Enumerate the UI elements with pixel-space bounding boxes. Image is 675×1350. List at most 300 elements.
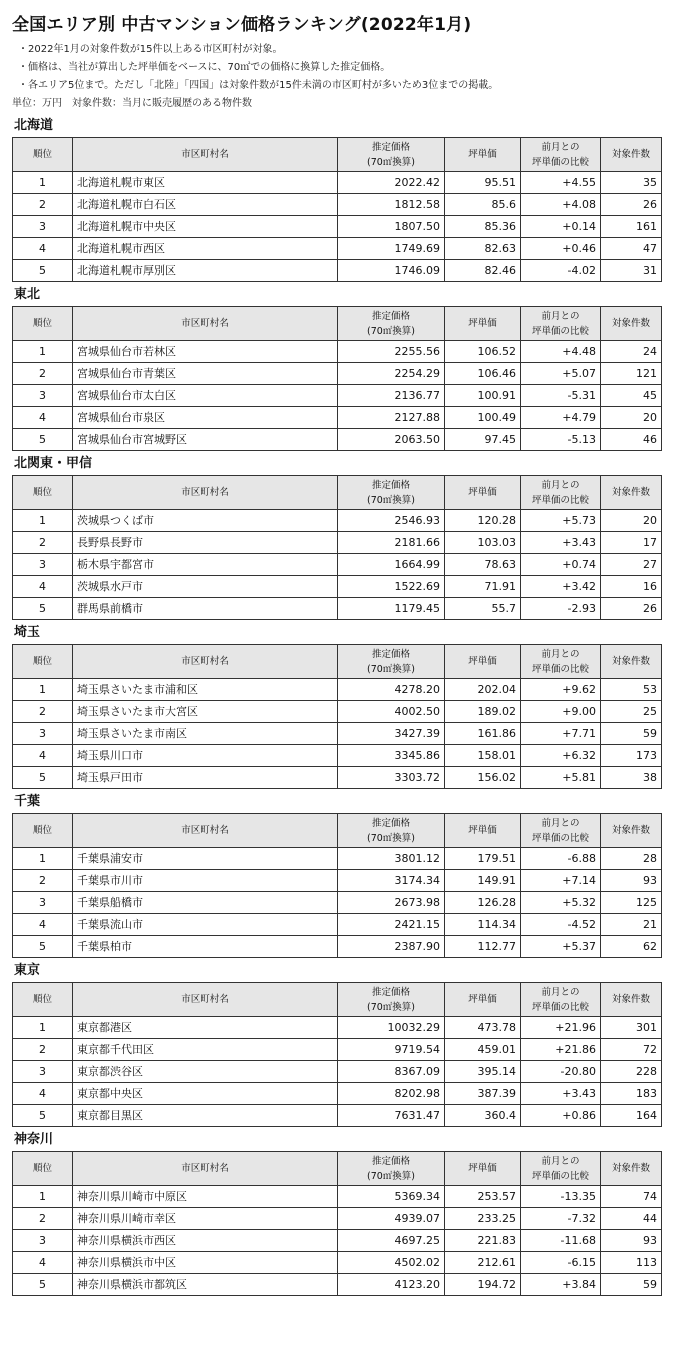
tsubo-cell: 82.63 [445,238,521,260]
header-count [601,1152,662,1186]
name-cell: 北海道札幌市西区 [73,238,338,260]
count-cell: 35 [601,172,662,194]
price-cell: 4502.02 [338,1252,445,1274]
count-cell: 93 [601,870,662,892]
count-cell: 24 [601,341,662,363]
page-title: 全国エリア別 中古マンション価格ランキング(2022年1月) [12,15,472,35]
count-cell: 17 [601,532,662,554]
tsubo-cell: 126.28 [445,892,521,914]
price-cell: 4123.20 [338,1274,445,1296]
header-tsubo-text: 坪単価 [468,656,497,667]
price-cell: 10032.29 [338,1017,445,1039]
header-name-text: 市区町村名 [181,487,229,498]
name-cell: 埼玉県川口市 [73,745,338,767]
price-cell: 7631.47 [338,1105,445,1127]
table-row [13,172,662,194]
rank-cell: 5 [13,429,73,451]
tsubo-cell: 156.02 [445,767,521,789]
tsubo-cell: 387.39 [445,1083,521,1105]
table-row [13,385,662,407]
name-cell: 群馬県前橋市 [73,598,338,620]
name-cell: 東京都千代田区 [73,1039,338,1061]
count-cell: 59 [601,723,662,745]
header-count-text: 対象件数 [611,318,650,329]
change-cell: +7.14 [521,870,601,892]
table-row [13,1083,662,1105]
note-line: ・2022年1月の対象件数が15件以上ある市区町村が対象。 [18,44,283,55]
change-cell: +0.74 [521,554,601,576]
header-count [601,476,662,510]
tsubo-cell: 112.77 [445,936,521,958]
rank-cell: 5 [13,1274,73,1296]
name-cell: 千葉県柏市 [73,936,338,958]
header-price-text: 推定価格 [371,1155,410,1167]
rank-cell: 5 [13,260,73,282]
count-cell: 72 [601,1039,662,1061]
tsubo-cell: 473.78 [445,1017,521,1039]
price-cell: 2181.66 [338,532,445,554]
ranking-table [12,306,662,451]
header-count-text: 対象件数 [611,487,650,498]
tsubo-cell: 100.91 [445,385,521,407]
tsubo-cell: 161.86 [445,723,521,745]
tsubo-cell: 194.72 [445,1274,521,1296]
count-cell: 20 [601,510,662,532]
header-price [338,645,445,679]
change-cell: +7.71 [521,723,601,745]
price-cell: 4002.50 [338,701,445,723]
change-cell: +3.42 [521,576,601,598]
tsubo-cell: 179.51 [445,848,521,870]
rank-cell: 1 [13,1017,73,1039]
change-cell: +4.48 [521,341,601,363]
price-cell: 3174.34 [338,870,445,892]
tsubo-cell: 459.01 [445,1039,521,1061]
price-cell: 1179.45 [338,598,445,620]
ranking-table [12,644,662,789]
header-price-text: 推定価格 [371,479,410,491]
price-cell: 1812.58 [338,194,445,216]
count-cell: 28 [601,848,662,870]
change-cell: -6.15 [521,1252,601,1274]
header-tsubo [445,983,521,1017]
change-cell: +0.14 [521,216,601,238]
tsubo-cell: 71.91 [445,576,521,598]
header-count-text: 対象件数 [611,149,650,160]
header-name-text: 市区町村名 [181,994,229,1005]
header-rank [13,645,73,679]
count-cell: 47 [601,238,662,260]
tsubo-cell: 149.91 [445,870,521,892]
header-change [521,983,601,1017]
table-row [13,1061,662,1083]
header-name [73,983,338,1017]
table-row [13,1186,662,1208]
table-row [13,892,662,914]
header-change-text: 前月との [541,310,580,322]
tsubo-cell: 106.46 [445,363,521,385]
header-change [521,1152,601,1186]
price-cell: 9719.54 [338,1039,445,1061]
count-cell: 45 [601,385,662,407]
header-rank [13,476,73,510]
header-rank-text: 順位 [32,656,52,667]
header-tsubo [445,138,521,172]
name-cell: 東京都港区 [73,1017,338,1039]
count-cell: 26 [601,194,662,216]
count-cell: 74 [601,1186,662,1208]
change-cell: +3.43 [521,532,601,554]
header-price-text: (70㎡換算) [366,156,415,168]
price-cell: 4939.07 [338,1208,445,1230]
tsubo-cell: 55.7 [445,598,521,620]
header-tsubo-text: 坪単価 [468,318,497,329]
header-change-text: 前月との [541,648,580,660]
change-cell: +5.07 [521,363,601,385]
change-cell: -5.13 [521,429,601,451]
header-price-text: (70㎡換算) [366,325,415,337]
rank-cell: 3 [13,385,73,407]
rank-cell: 2 [13,532,73,554]
table-row [13,194,662,216]
name-cell: 東京都渋谷区 [73,1061,338,1083]
rank-cell: 3 [13,554,73,576]
table-row [13,260,662,282]
change-cell: +4.79 [521,407,601,429]
change-cell: +5.37 [521,936,601,958]
rank-cell: 4 [13,1083,73,1105]
header-tsubo-text: 坪単価 [468,825,497,836]
table-row [13,1274,662,1296]
table-header-row [13,138,662,172]
rank-cell: 4 [13,238,73,260]
count-cell: 183 [601,1083,662,1105]
table-row [13,510,662,532]
table-header-row [13,307,662,341]
name-cell: 神奈川県川崎市幸区 [73,1208,338,1230]
tsubo-cell: 395.14 [445,1061,521,1083]
change-cell: -20.80 [521,1061,601,1083]
name-cell: 埼玉県さいたま市浦和区 [73,679,338,701]
header-price [338,476,445,510]
header-count [601,983,662,1017]
name-cell: 宮城県仙台市青葉区 [73,363,338,385]
table-header-row [13,1152,662,1186]
price-cell: 2387.90 [338,936,445,958]
price-cell: 2673.98 [338,892,445,914]
ranking-table [12,475,662,620]
rank-cell: 4 [13,1252,73,1274]
header-price-text: (70㎡換算) [366,1001,415,1013]
header-change-text: 坪単価の比較 [531,1170,589,1182]
section-title: 北海道 [14,118,54,133]
header-price [338,983,445,1017]
change-cell: -4.52 [521,914,601,936]
header-name [73,1152,338,1186]
count-cell: 301 [601,1017,662,1039]
tsubo-cell: 85.6 [445,194,521,216]
header-change [521,814,601,848]
price-cell: 1746.09 [338,260,445,282]
tsubo-cell: 103.03 [445,532,521,554]
rank-cell: 4 [13,914,73,936]
header-change [521,307,601,341]
name-cell: 千葉県流山市 [73,914,338,936]
change-cell: +5.73 [521,510,601,532]
price-cell: 2254.29 [338,363,445,385]
count-cell: 59 [601,1274,662,1296]
header-price-text: 推定価格 [371,648,410,660]
rank-cell: 5 [13,1105,73,1127]
header-change-text: 坪単価の比較 [531,494,589,506]
header-tsubo-text: 坪単価 [468,149,497,160]
table-row [13,745,662,767]
table-row [13,598,662,620]
price-cell: 2022.42 [338,172,445,194]
name-cell: 埼玉県戸田市 [73,767,338,789]
header-tsubo [445,1152,521,1186]
count-cell: 31 [601,260,662,282]
rank-cell: 3 [13,723,73,745]
header-change-text: 坪単価の比較 [531,325,589,337]
name-cell: 埼玉県さいたま市南区 [73,723,338,745]
table-row [13,429,662,451]
tsubo-cell: 233.25 [445,1208,521,1230]
price-cell: 3801.12 [338,848,445,870]
price-cell: 8367.09 [338,1061,445,1083]
change-cell: +9.00 [521,701,601,723]
header-count [601,814,662,848]
count-cell: 62 [601,936,662,958]
price-cell: 1807.50 [338,216,445,238]
rank-cell: 3 [13,1230,73,1252]
count-cell: 173 [601,745,662,767]
header-price-text: (70㎡換算) [366,494,415,506]
header-rank [13,307,73,341]
price-cell: 2546.93 [338,510,445,532]
header-name [73,645,338,679]
header-price [338,814,445,848]
header-rank-text: 順位 [32,487,52,498]
rank-cell: 2 [13,1208,73,1230]
header-tsubo-text: 坪単価 [468,994,497,1005]
unit-note: 単位：万円 対象件数：当月に販売履歴のある物件数 [12,98,252,109]
section-title: 埼玉 [14,625,41,640]
section-title: 東北 [14,287,41,302]
table-row [13,1208,662,1230]
price-cell: 5369.34 [338,1186,445,1208]
change-cell: -13.35 [521,1186,601,1208]
rank-cell: 3 [13,1061,73,1083]
table-header-row [13,983,662,1017]
header-count [601,307,662,341]
change-cell: -7.32 [521,1208,601,1230]
header-name-text: 市区町村名 [181,149,229,160]
header-name-text: 市区町村名 [181,1163,229,1174]
name-cell: 神奈川県川崎市中原区 [73,1186,338,1208]
section-title: 千葉 [14,794,41,809]
count-cell: 46 [601,429,662,451]
tsubo-cell: 360.4 [445,1105,521,1127]
count-cell: 113 [601,1252,662,1274]
note-line: ・価格は、当社が算出した坪単価をベースに、70㎡での価格に換算した推定価格。 [18,62,391,73]
tsubo-cell: 212.61 [445,1252,521,1274]
name-cell: 神奈川県横浜市中区 [73,1252,338,1274]
price-cell: 1522.69 [338,576,445,598]
change-cell: -4.02 [521,260,601,282]
table-row [13,870,662,892]
ranking-sections [12,117,663,1296]
header-price [338,307,445,341]
name-cell: 長野県長野市 [73,532,338,554]
header-tsubo [445,476,521,510]
table-header-row [13,814,662,848]
table-row [13,848,662,870]
header-change-text: 坪単価の比較 [531,663,589,675]
count-cell: 93 [601,1230,662,1252]
name-cell: 北海道札幌市中央区 [73,216,338,238]
count-cell: 228 [601,1061,662,1083]
tsubo-cell: 114.34 [445,914,521,936]
count-cell: 161 [601,216,662,238]
tsubo-cell: 100.49 [445,407,521,429]
header-price-text: 推定価格 [371,986,410,998]
header-rank-text: 順位 [32,149,52,160]
table-row [13,216,662,238]
table-row [13,532,662,554]
header-price-text: (70㎡換算) [366,832,415,844]
tsubo-cell: 82.46 [445,260,521,282]
section-title: 神奈川 [14,1132,54,1147]
rank-cell: 1 [13,848,73,870]
header-rank [13,1152,73,1186]
name-cell: 宮城県仙台市宮城野区 [73,429,338,451]
count-cell: 20 [601,407,662,429]
name-cell: 宮城県仙台市太白区 [73,385,338,407]
price-cell: 8202.98 [338,1083,445,1105]
table-row [13,1252,662,1274]
count-cell: 27 [601,554,662,576]
header-price [338,138,445,172]
table-row [13,914,662,936]
price-cell: 4697.25 [338,1230,445,1252]
change-cell: +5.81 [521,767,601,789]
header-rank [13,138,73,172]
rank-cell: 1 [13,1186,73,1208]
rank-cell: 4 [13,407,73,429]
rank-cell: 2 [13,363,73,385]
header-change-text: 前月との [541,479,580,491]
count-cell: 21 [601,914,662,936]
price-cell: 3427.39 [338,723,445,745]
rank-cell: 4 [13,745,73,767]
change-cell: -5.31 [521,385,601,407]
header-rank [13,814,73,848]
name-cell: 北海道札幌市厚別区 [73,260,338,282]
tsubo-cell: 158.01 [445,745,521,767]
header-name [73,814,338,848]
table-row [13,679,662,701]
change-cell: -6.88 [521,848,601,870]
name-cell: 北海道札幌市白石区 [73,194,338,216]
header-change-text: 前月との [541,817,580,829]
change-cell: +5.32 [521,892,601,914]
header-count-text: 対象件数 [611,825,650,836]
header-tsubo-text: 坪単価 [468,1163,497,1174]
count-cell: 125 [601,892,662,914]
change-cell: +6.32 [521,745,601,767]
count-cell: 121 [601,363,662,385]
table-row [13,1039,662,1061]
header-rank-text: 順位 [32,825,52,836]
price-cell: 1664.99 [338,554,445,576]
tsubo-cell: 85.36 [445,216,521,238]
rank-cell: 2 [13,701,73,723]
count-cell: 16 [601,576,662,598]
ranking-table [12,137,662,282]
section-title: 北関東・甲信 [14,456,93,471]
tsubo-cell: 95.51 [445,172,521,194]
header-tsubo-text: 坪単価 [468,487,497,498]
price-cell: 2127.88 [338,407,445,429]
rank-cell: 1 [13,510,73,532]
price-cell: 3303.72 [338,767,445,789]
tsubo-cell: 120.28 [445,510,521,532]
name-cell: 茨城県水戸市 [73,576,338,598]
count-cell: 26 [601,598,662,620]
header-count-text: 対象件数 [611,994,650,1005]
header-change [521,476,601,510]
header-name [73,307,338,341]
header-count-text: 対象件数 [611,1163,650,1174]
header-price-text: 推定価格 [371,817,410,829]
table-row [13,1105,662,1127]
header-change [521,645,601,679]
tsubo-cell: 189.02 [445,701,521,723]
change-cell: +21.96 [521,1017,601,1039]
rank-cell: 1 [13,679,73,701]
name-cell: 埼玉県さいたま市大宮区 [73,701,338,723]
table-row [13,341,662,363]
header-change-text: 坪単価の比較 [531,156,589,168]
header-name [73,138,338,172]
tsubo-cell: 97.45 [445,429,521,451]
table-header-row [13,645,662,679]
change-cell: -11.68 [521,1230,601,1252]
count-cell: 164 [601,1105,662,1127]
header-change-text: 前月との [541,1155,580,1167]
header-tsubo [445,645,521,679]
rank-cell: 2 [13,1039,73,1061]
change-cell: +0.46 [521,238,601,260]
count-cell: 53 [601,679,662,701]
table-row [13,701,662,723]
change-cell: -2.93 [521,598,601,620]
rank-cell: 2 [13,194,73,216]
name-cell: 神奈川県横浜市西区 [73,1230,338,1252]
table-row [13,238,662,260]
price-cell: 2255.56 [338,341,445,363]
name-cell: 宮城県仙台市泉区 [73,407,338,429]
rank-cell: 5 [13,936,73,958]
name-cell: 千葉県浦安市 [73,848,338,870]
name-cell: 千葉県船橋市 [73,892,338,914]
tsubo-cell: 106.52 [445,341,521,363]
header-tsubo [445,814,521,848]
table-row [13,554,662,576]
price-cell: 2136.77 [338,385,445,407]
header-price-text: (70㎡換算) [366,663,415,675]
